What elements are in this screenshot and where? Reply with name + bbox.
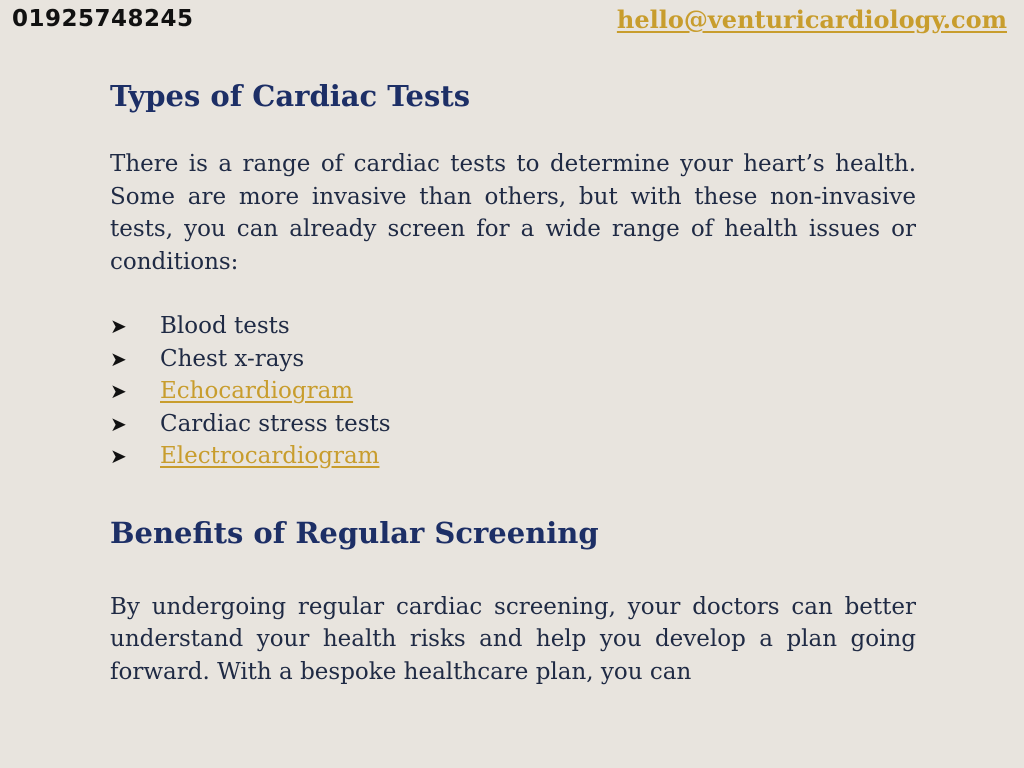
main-content [110,70,916,688]
list-item-label: Chest x-rays [160,345,305,372]
list-item [110,310,916,343]
phone-number[interactable]: 01925748245 [12,6,194,32]
arrowhead-bullet-icon: ➤ [110,314,127,338]
electrocardiogram-link[interactable]: Electrocardiogram [160,443,380,469]
list-item-label: Blood tests [160,313,290,339]
email-link[interactable]: hello@venturicardiology.com [616,5,1007,34]
benefits-paragraph: By undergoing regular cardiac screening, your doctors can better understand your health risks and help you develop a plan going forward. With a bespoke healthcare plan, you can [110,593,916,685]
arrowhead-bullet-icon: ➤ [110,379,127,403]
list-item [110,440,916,473]
echocardiogram-link[interactable]: Echocardiogram [160,378,354,404]
arrowhead-bullet-icon: ➤ [110,346,127,371]
section-title-cardiac-tests: Types of Cardiac Tests [110,79,471,113]
list-item [110,408,916,441]
intro-paragraph: There is a range of cardiac tests to determine your heart’s health. Some are more invasive than others, but with these non-invasive tests, you can already screen for a wide range of health issues or conditions: [110,151,916,275]
cardiac-tests-list [110,310,916,473]
arrowhead-bullet-icon: ➤ [110,411,127,436]
list-item [110,343,916,376]
top-bar [0,0,1024,44]
list-item [110,375,916,408]
list-item-label: Cardiac stress tests [160,410,391,437]
section-title-benefits: Benefits of Regular Screening [110,515,599,550]
arrowhead-bullet-icon: ➤ [110,444,127,468]
